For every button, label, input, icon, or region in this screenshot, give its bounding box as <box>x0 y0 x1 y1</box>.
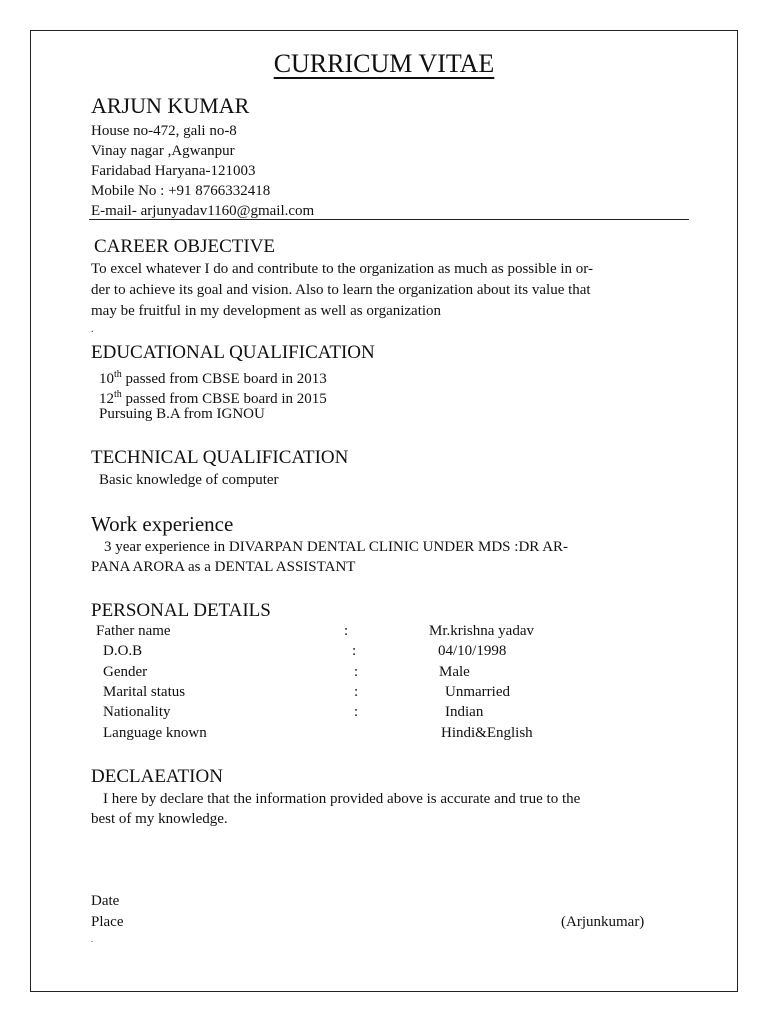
work-experience-line-2: PANA ARORA as a DENTAL ASSISTANT <box>91 559 356 575</box>
personal-separator: : <box>354 704 359 720</box>
education-item: 12th passed from CBSE board in 2015 <box>99 389 327 407</box>
personal-value: Male <box>439 664 470 680</box>
personal-label: Father name <box>96 623 171 639</box>
document-title: CURRICUM VITAE <box>273 49 495 78</box>
header-divider <box>89 219 689 220</box>
technical-text: Basic knowledge of computer <box>99 472 279 488</box>
email-address: E-mail- arjunyadav1160@gmail.com <box>91 203 315 219</box>
address-line-1: House no-472, gali no-8 <box>91 123 237 139</box>
signature-name: (Arjunkumar) <box>561 914 645 930</box>
declaration-heading: DECLAEATION <box>91 766 223 787</box>
address-line-3: Faridabad Haryana-121003 <box>91 163 256 179</box>
personal-label: Gender <box>103 664 148 680</box>
personal-value: Mr.krishna yadav <box>429 623 534 639</box>
personal-value: Unmarried <box>445 684 510 700</box>
career-objective-line-2: der to achieve its goal and vision. Also to learn the organization about its value that <box>91 282 591 298</box>
date-label: Date <box>91 893 120 909</box>
career-objective-line-1: To excel whatever I do and contribute to the organization as much as possible in or- <box>91 261 593 277</box>
education-heading: EDUCATIONAL QUALIFICATION <box>91 342 375 363</box>
stray-dot: . <box>91 324 94 335</box>
personal-label: D.O.B <box>103 643 143 659</box>
resume-page <box>30 30 738 992</box>
education-item: Pursuing B.A from IGNOU <box>99 406 265 422</box>
personal-details-heading: PERSONAL DETAILS <box>91 600 271 621</box>
personal-value: Indian <box>445 704 484 720</box>
personal-label: Language known <box>103 725 207 741</box>
personal-value: 04/10/1998 <box>438 643 507 659</box>
personal-label: Marital status <box>103 684 186 700</box>
personal-separator: : <box>354 684 359 700</box>
career-objective-line-3: may be fruitful in my development as well as organization <box>91 303 442 319</box>
stray-dot: . <box>91 935 93 944</box>
declaration-line-1: I here by declare that the information provided above is accurate and true to the <box>103 791 581 807</box>
technical-heading: TECHNICAL QUALIFICATION <box>91 447 349 468</box>
mobile-number: Mobile No : +91 8766332418 <box>91 183 271 199</box>
personal-value: Hindi&English <box>441 725 533 741</box>
address-line-2: Vinay nagar ,Agwanpur <box>91 143 235 159</box>
place-label: Place <box>91 914 124 930</box>
personal-label: Nationality <box>103 704 171 720</box>
personal-separator: : <box>352 643 357 659</box>
work-experience-line-1: 3 year experience in DIVARPAN DENTAL CLINIC UNDER MDS :DR AR- <box>104 539 569 555</box>
personal-separator: : <box>344 623 349 639</box>
career-objective-heading: CAREER OBJECTIVE <box>94 236 276 257</box>
work-experience-heading: Work experience <box>91 512 234 536</box>
education-item: 10th passed from CBSE board in 2013 <box>99 369 327 387</box>
personal-separator: : <box>354 664 359 680</box>
candidate-name: ARJUN KUMAR <box>91 93 250 118</box>
declaration-line-2: best of my knowledge. <box>91 811 228 827</box>
